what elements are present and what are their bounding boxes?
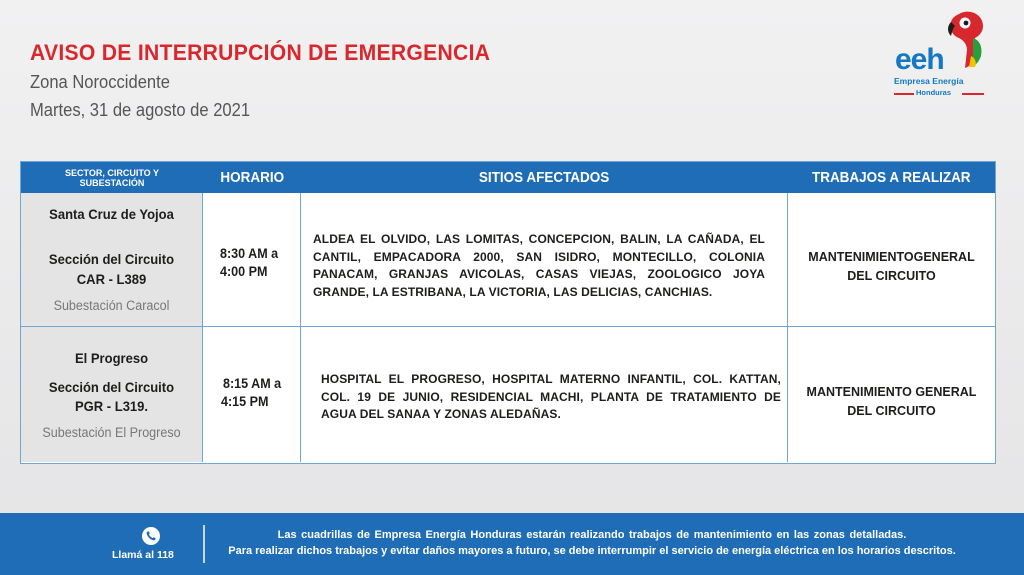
phone-icon — [142, 527, 160, 545]
sector-name: Santa Cruz de Yojoa — [49, 206, 174, 222]
time-start: 8:30 AM a — [220, 246, 279, 261]
zone-subtitle: Zona Noroccidente — [30, 72, 170, 92]
time-end: 4:15 PM — [221, 394, 269, 409]
header-trabajos: TRABAJOS A REALIZAR — [812, 169, 971, 186]
circuit-label: Sección del Circuito — [48, 379, 175, 395]
logo-country: Honduras — [916, 88, 952, 97]
call-label: Llamá al 118 — [112, 549, 174, 561]
circuit-label: Sección del Circuito — [48, 251, 175, 267]
header-sitios: SITIOS AFECTADOS — [479, 169, 610, 186]
horario-cell — [203, 193, 301, 326]
work-description-2: DEL CIRCUITO — [847, 404, 936, 418]
time-start: 8:15 AM a — [223, 376, 282, 391]
table-row — [21, 327, 995, 462]
work-description-2: DEL CIRCUITO — [847, 269, 936, 283]
sector-cell — [21, 327, 203, 462]
logo-divider-left — [894, 93, 914, 95]
affected-sites: HOSPITAL EL PROGRESO, HOSPITAL MATERNO INFANTIL, COL. KATTAN, COL. 19 DE JUNIO, RESIDENCIAL MACHI, PLANTA DE TRATAMIENTO DE AGUA DEL SANAA Y ZONAS ALEDAÑAS. — [321, 372, 781, 421]
affected-sites: ALDEA EL OLVIDO, LAS LOMITAS, CONCEPCION, BALIN, LA CAÑADA, EL CANTIL, EMPACADORA 2000, SAN ISIDRO, MONTECILLO, COLONIA PANACAM, GRANJAS AVICOLAS, CASAS VIEJAS, ZOOLOGICO JOYA GRANDE, LA ESTRIBANA, LA VICTORIA, LAS DELICIAS, CANCHIAS. — [313, 232, 765, 299]
table-row — [21, 193, 995, 327]
page-title: AVISO DE INTERRUPCIÓN DE EMERGENCIA — [30, 40, 491, 65]
header-sector: SECTOR, CIRCUITO Y SUBESTACIÓN — [64, 167, 160, 188]
logo-company-name: Empresa Energía — [894, 76, 964, 86]
substation-name: Subestación Caracol — [53, 298, 170, 313]
eeh-logo — [890, 10, 994, 102]
circuit-code: PGR - L319. — [74, 398, 149, 414]
sitios-cell — [301, 327, 788, 462]
footer-banner — [0, 513, 1024, 575]
sector-name: El Progreso — [74, 350, 149, 366]
date-subtitle: Martes, 31 de agosto de 2021 — [30, 100, 251, 120]
outage-table — [20, 161, 996, 464]
footer-divider — [203, 525, 205, 563]
table-header — [21, 162, 995, 193]
time-end: 4:00 PM — [220, 264, 268, 279]
header-horario: HORARIO — [220, 169, 284, 186]
footer-notice-line-1: Las cuadrillas de Empresa Energía Honduras estarán realizando trabajos de mantenimiento en las zonas detalladas. — [277, 529, 907, 541]
parrot-icon — [945, 10, 987, 68]
trabajos-cell — [788, 327, 995, 462]
work-description: MANTENIMIENTO GENERAL — [806, 385, 977, 399]
work-description: MANTENIMIENTOGENERAL — [808, 250, 975, 264]
logo-wordmark: eeh — [895, 43, 944, 76]
trabajos-cell — [788, 193, 995, 326]
substation-name: Subestación El Progreso — [42, 425, 181, 440]
horario-cell — [203, 327, 301, 462]
circuit-code: CAR - L389 — [76, 271, 147, 287]
footer-notice-line-2: Para realizar dichos trabajos y evitar daños mayores a futuro, se debe interrumpir el servicio de energía eléctrica en los horarios descritos. — [228, 545, 956, 557]
sector-cell — [21, 193, 203, 326]
sitios-cell — [301, 193, 788, 326]
logo-divider-right — [962, 93, 984, 95]
